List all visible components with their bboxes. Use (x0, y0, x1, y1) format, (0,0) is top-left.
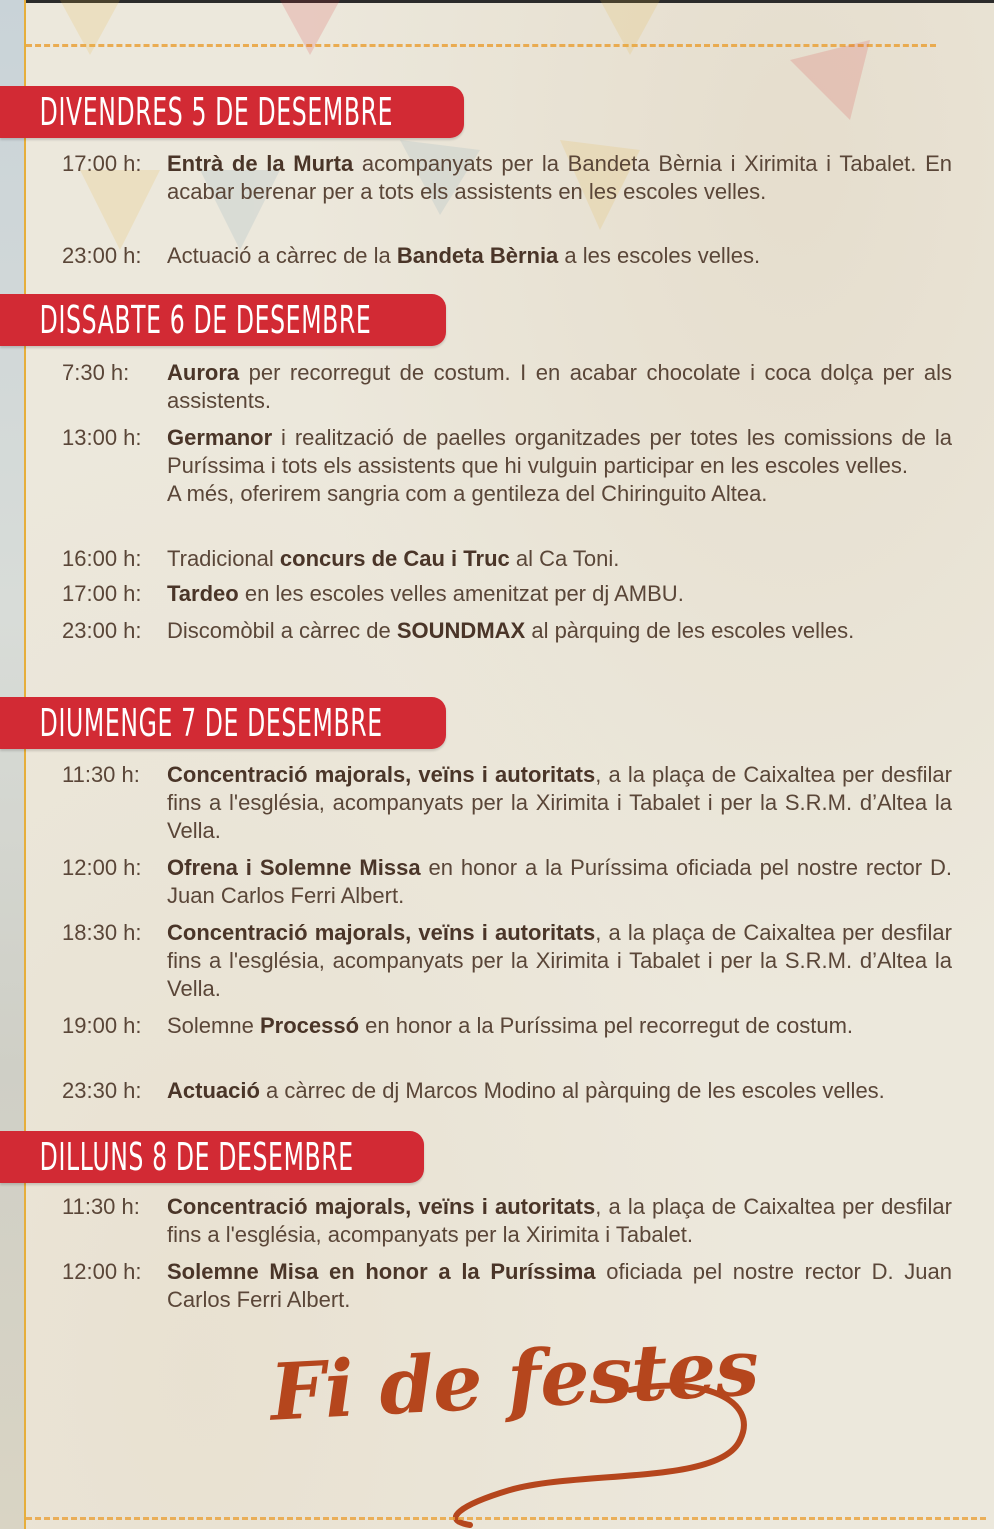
event-item (62, 545, 952, 573)
day-header (0, 294, 446, 346)
event-description (167, 617, 952, 645)
event-highlight: SOUNDMAX (396, 618, 526, 643)
event-text: , a la plaça de Caixaltea per desfilar fins a l'església, acompanyats per la Xirimita i Tabalet i per la S.R.M. d’Altea la Vella. (167, 920, 952, 1001)
event-text: a càrrec de dj Marcos Modino al pàrquing de les escoles velles. (259, 1078, 885, 1103)
event-item (62, 761, 952, 845)
event-description (167, 242, 952, 270)
event-highlight: Actuació (167, 1078, 260, 1103)
event-time: 16:00 h: (62, 546, 142, 571)
event-item (62, 580, 952, 608)
event-description (167, 1077, 967, 1105)
day-title: DISSABTE 6 DE DESEMBRE (39, 298, 372, 342)
day-title: DIVENDRES 5 DE DESEMBRE (39, 90, 394, 134)
event-description (167, 1193, 952, 1249)
event-highlight: Concentració majorals, veïns i autoritats (167, 1194, 596, 1219)
event-time: 7:30 h: (62, 360, 130, 385)
event-time: 19:00 h: (62, 1013, 142, 1038)
event-highlight: Solemne Misa en honor a la Puríssima (167, 1259, 596, 1284)
event-text: A més, oferirem sangria com a gentileza del Chiringuito Altea. (167, 481, 768, 506)
event-time: 17:00 h: (62, 581, 142, 606)
event-time: 23:00 h: (62, 618, 142, 643)
event-time: 12:00 h: (62, 1259, 142, 1284)
event-time: 17:00 h: (62, 151, 142, 176)
event-time: 23:30 h: (62, 1078, 142, 1103)
event-time: 11:30 h: (62, 1194, 140, 1219)
day-header (0, 86, 464, 138)
event-text: Discomòbil a càrrec de (167, 618, 397, 643)
event-description (167, 359, 952, 415)
event-text: al Ca Toni. (509, 546, 620, 571)
event-time: 11:30 h: (62, 762, 140, 787)
event-text: , a la plaça de Caixaltea per desfilar fins a l'església, acompanyats per la Xirimita i Tabalet. (167, 1194, 952, 1247)
event-highlight: Tardeo (167, 581, 239, 606)
event-text: i realització de paelles organitzades per totes les comissions de la Puríssima i tots els assistents que hi vulguin participar en les escoles velles. (167, 425, 952, 478)
event-highlight: Ofrena i Solemne Missa (167, 855, 421, 880)
event-text: en les escoles velles amenitzat per dj AMBU. (238, 581, 684, 606)
event-item (62, 150, 952, 206)
event-item (62, 1258, 952, 1314)
bottom-dashed-line (26, 1517, 986, 1523)
event-description (167, 580, 952, 608)
event-description (167, 1258, 952, 1314)
day-header (0, 697, 446, 749)
event-time: 23:00 h: (62, 243, 142, 268)
event-highlight: Concentració majorals, veïns i autoritats (167, 920, 596, 945)
day-header (0, 1131, 424, 1183)
event-time: 18:30 h: (62, 920, 142, 945)
event-text: acompanyats per la Bandeta Bèrnia i Xirimita i Tabalet. En acabar berenar per a tots els assistents en les escoles velles. (167, 151, 952, 204)
flourish-decoration (380, 1360, 800, 1529)
event-text: en honor a la Puríssima oficiada pel nostre rector D. Juan Carlos Ferri Albert. (167, 855, 952, 908)
day-title: DIUMENGE 7 DE DESEMBRE (39, 701, 383, 745)
event-text: per recorregut de costum. I en acabar chocolate i coca dolça per als assistents. (167, 360, 952, 413)
event-description (167, 919, 952, 1003)
event-highlight: Concentració majorals, veïns i autoritats (167, 762, 596, 787)
event-text: al pàrquing de les escoles velles. (525, 618, 855, 643)
event-highlight: Germanor (167, 425, 273, 450)
event-highlight: concurs de Cau i Truc (279, 546, 510, 571)
closing-title: Fi de festes (267, 1322, 761, 1439)
event-item (62, 1012, 952, 1040)
event-text: a les escoles velles. (558, 243, 761, 268)
event-description (167, 150, 952, 206)
event-time: 12:00 h: (62, 855, 142, 880)
event-item (62, 617, 952, 645)
event-highlight: Bandeta Bèrnia (396, 243, 559, 268)
event-description (167, 1012, 952, 1040)
day-title: DILLUNS 8 DE DESEMBRE (39, 1135, 354, 1179)
event-text: Solemne (167, 1013, 260, 1038)
event-text: Tradicional (167, 546, 280, 571)
event-item (62, 1077, 967, 1105)
event-description (167, 854, 952, 910)
event-text: oficiada pel nostre rector D. Juan Carlos Ferri Albert. (167, 1259, 952, 1312)
event-item (62, 919, 952, 1003)
event-description (167, 545, 952, 573)
event-description (167, 424, 952, 508)
event-item (62, 242, 952, 270)
event-text: Actuació a càrrec de la (167, 243, 397, 268)
event-text: , a la plaça de Caixaltea per desfilar fins a l'església, acompanyats per la Xirimita i Tabalet i per la S.R.M. d’Altea la Vella. (167, 762, 952, 843)
event-highlight: Entrà de la Murta (167, 151, 354, 176)
event-highlight: Aurora (167, 360, 240, 385)
event-highlight: Processó (259, 1013, 360, 1038)
event-item (62, 854, 952, 910)
event-item (62, 424, 952, 508)
event-time: 13:00 h: (62, 425, 142, 450)
event-item (62, 1193, 952, 1249)
event-text: en honor a la Puríssima pel recorregut de costum. (359, 1013, 854, 1038)
event-description (167, 761, 952, 845)
event-item (62, 359, 952, 415)
